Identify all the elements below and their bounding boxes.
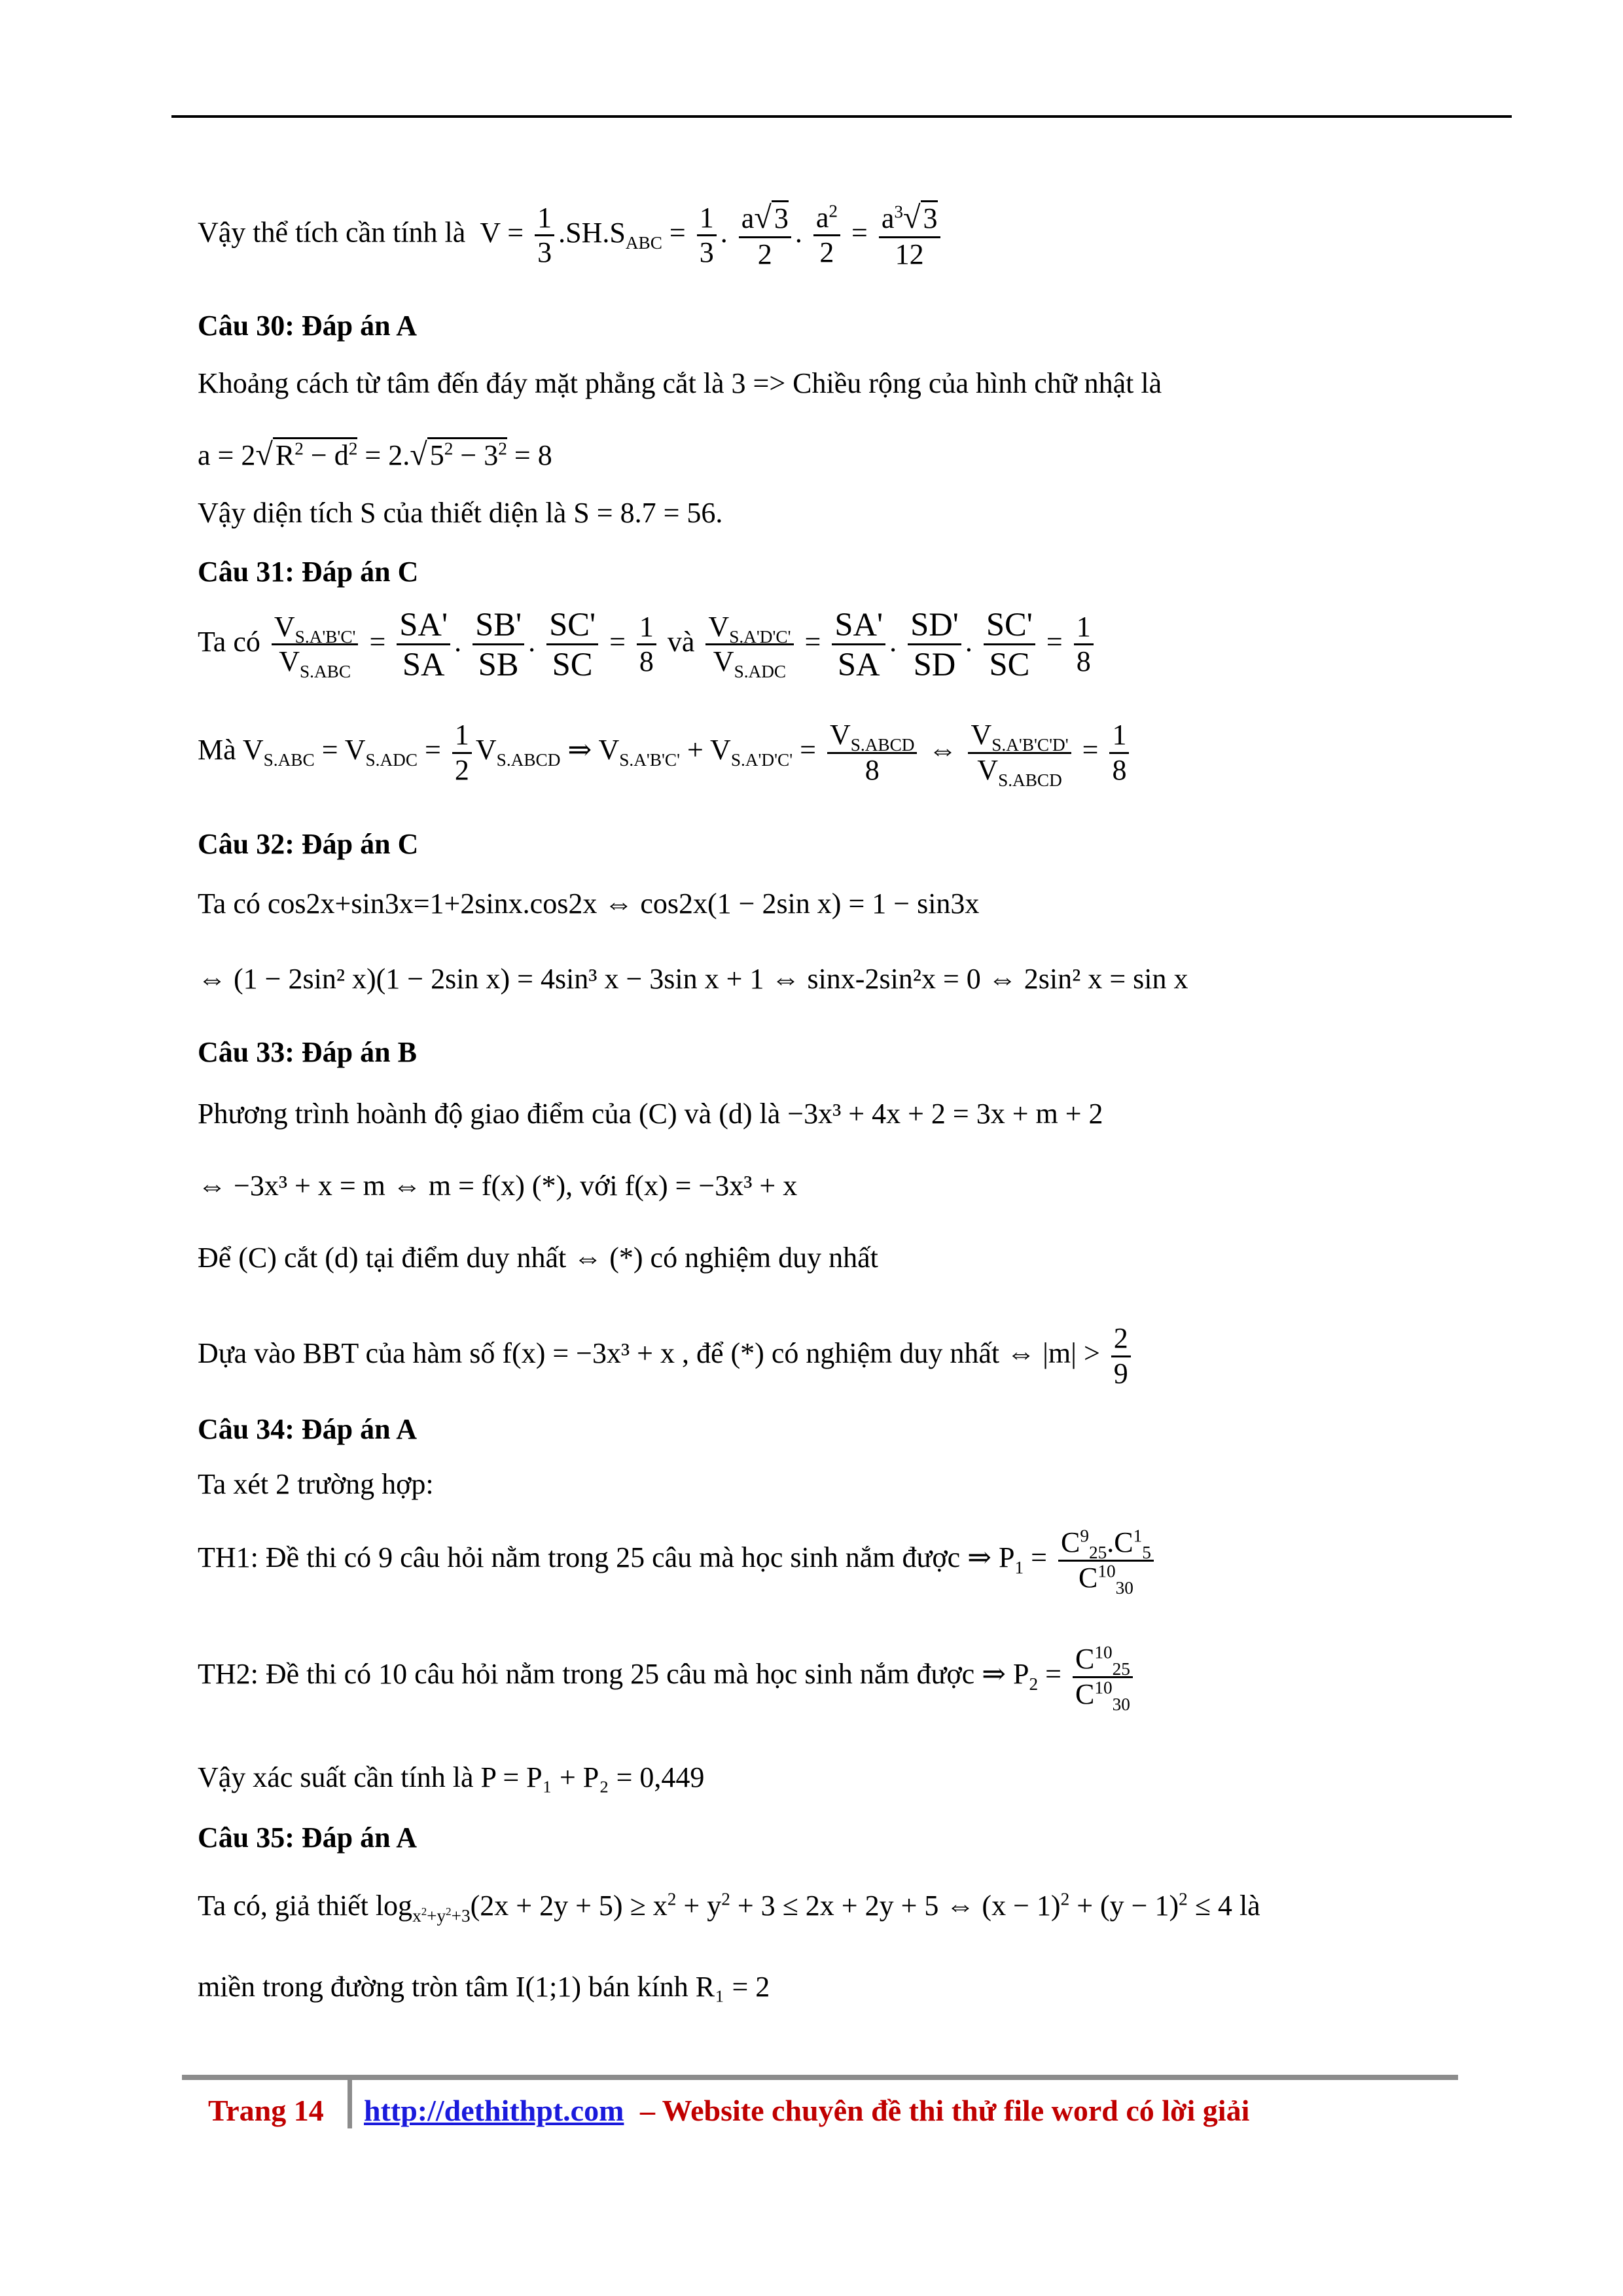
q34-th2-text: TH2: Đề thi có 10 câu hỏi nằm trong 25 câu mà học sinh nắm được [198,1658,975,1691]
q33-formula2: ⇔ −3x³ + x = m ⇔ m = f(x) (*), với f(x) = −3x³ + x [198,1170,798,1202]
q30-formula: $a = 2√R^2 - d^2 = 2.√5^2 - 3^2 = 8$ [198,437,552,472]
q32-heading: Câu 32: Đáp án C [198,828,419,860]
q35-line2 [198,1970,770,2005]
q33-line4-func: f(x) = −3x³ + x [502,1337,675,1370]
website-link[interactable]: http://dethithpt.com [364,2094,624,2127]
q32-ta-co: Ta có [198,888,260,920]
q33-line4-text: Dựa vào BBT của hàm số [198,1337,495,1370]
q35-heading: Câu 35: Đáp án A [198,1821,417,1854]
q32-line1 [198,887,979,922]
q32-formula2: ⇔ (1 − 2sin² x)(1 − 2sin x) = 4sin³ x − 3sin x + 1 ⇔ sinx-2sin²x = 0 ⇔ 2sin² x = sin x [198,963,1188,995]
volume-text: Vậy thể tích cần tính là [198,216,466,249]
q30-formula2: S = 8.7 = 56. [573,497,723,529]
q33-formula1: −3x³ + 4x + 2 = 3x + m + 2 [787,1098,1103,1130]
footer-separator [348,2080,352,2128]
q31-line1: Ta có $\frac{V_{S.A'B'C'}}{V_{S.ABC}}$ = $\frac{SA'}{SA}$ . $\frac{SB'}{SB}$ . $\frac{SC'}{SC}$ = $\frac{1}{8}$ và $\frac{V_{S.A'D'C'}}{V_{S.ADC}}$ = $\frac{SA'}{SA}$ . $\frac{SD'}{SD}$ . $\frac{SC'}{SC}$ = $\frac{1}{8}$ [198,605,1097,683]
q31-heading: Câu 31: Đáp án C [198,556,419,588]
top-rule [171,115,1512,118]
q30-line2-text: Vậy diện tích S của thiết diện là [198,497,567,529]
q30-line2 [198,496,722,531]
q35-line2-text: miền trong đường tròn tâm [198,1971,508,2003]
q33-heading: Câu 33: Đáp án B [198,1036,417,1068]
volume-formula: V = $\frac{1}{3}$ $.SH.S_{ABC}$ = $\frac{1}{3}$ . $\frac{a√3}{2}$ . $\frac{a^2}{2}$ = $\frac{a^3√3}{12}$ [473,217,944,249]
q30-heading: Câu 30: Đáp án A [198,310,417,342]
q33-line4-ineq: ⇔ |m| > [1007,1337,1100,1370]
q34-line1: Ta xét 2 trường hợp: [198,1468,434,1500]
q31-ma: Mà [198,734,236,766]
q31-ta-co: Ta có [198,625,260,658]
q33-line3: Để (C) cắt (d) tại điểm duy nhất ⇔ (*) có nghiệm duy nhất [198,1242,878,1274]
q33-line4-cond: , để (*) có nghiệm duy nhất [682,1337,1000,1370]
q35-line1-la: là [1239,1890,1260,1922]
q34-th1: TH1: Đề thi có 9 câu hỏi nằm trong 25 câu mà học sinh nắm được ⇒ $P_1$ = $\frac{C^9_{25}.C^1_5}{C^{10}_{30}}$ [198,1526,1158,1594]
q35-radius: R₁ = 2 [695,1971,770,2003]
q33-line4 [198,1322,1135,1390]
q35-inequality: $\log_{x^2+y^2+3}(2x + 2y + 5) \ge x^2 + y^2 + 3 \le 2x + 2y + 5$ ⇔ $(x - 1)^2 + (y - 1)^2 \le 4$ [375,1889,1232,1926]
page-number: Trang 14 [208,2094,324,2127]
q34-th1-text: TH1: Đề thi có 9 câu hỏi nằm trong 25 câu mà học sinh nắm được [198,1541,961,1574]
q33-fraction: $\frac{2}{9}$ [1111,1322,1131,1390]
q34-result-text: Vậy xác suất cần tính là [198,1761,474,1793]
footer-tagline: – Website chuyên đề thi thử file word có lời giải [640,2094,1250,2127]
q32-formula1: cos2x+sin3x=1+2sinx.cos2x ⇔ cos2x(1 − 2sin x) = 1 − sin3x [267,888,980,920]
q35-line1-text: Ta có, giả thiết [198,1890,368,1922]
q33-line1 [198,1097,1103,1132]
q34-result-formula: P = P₁ + P₂ = 0,449 [480,1761,705,1793]
q31-va: và [667,625,695,658]
q33-line1-text: Phương trình hoành độ giao điểm của (C) và (d) là [198,1098,781,1130]
q31-line2: Mà $V_{S.ABC} = V_{S.ADC}$ = $\frac{1}{2}$ $V_{S.ABCD}$ ⇒ $V_{S.A'B'C'} + V_{S.A'D'C'}$ = $\frac{V_{S.ABCD}}{8}$ ⇔ $\frac{V_{S.A'B'C'D'}}{V_{S.ABCD}}$ = $\frac{1}{8}$ [198,719,1133,787]
footer-rule [182,2075,1458,2080]
q34-heading: Câu 34: Đáp án A [198,1413,417,1445]
volume-conclusion [198,200,944,271]
q35-line1 [198,1889,1260,1924]
q35-center: I(1;1) [515,1971,582,2003]
q34-th2: TH2: Đề thi có 10 câu hỏi nằm trong 25 câu mà học sinh nắm được ⇒ $P_2$ = $\frac{C^{10}_{25}}{C^{10}_{30}}$ [198,1643,1137,1711]
q34-result [198,1761,704,1795]
q30-line1: Khoảng cách từ tâm đến đáy mặt phẳng cắt là 3 => Chiều rộng của hình chữ nhật là [198,367,1162,399]
q35-radius-label: bán kính [588,1971,688,2003]
